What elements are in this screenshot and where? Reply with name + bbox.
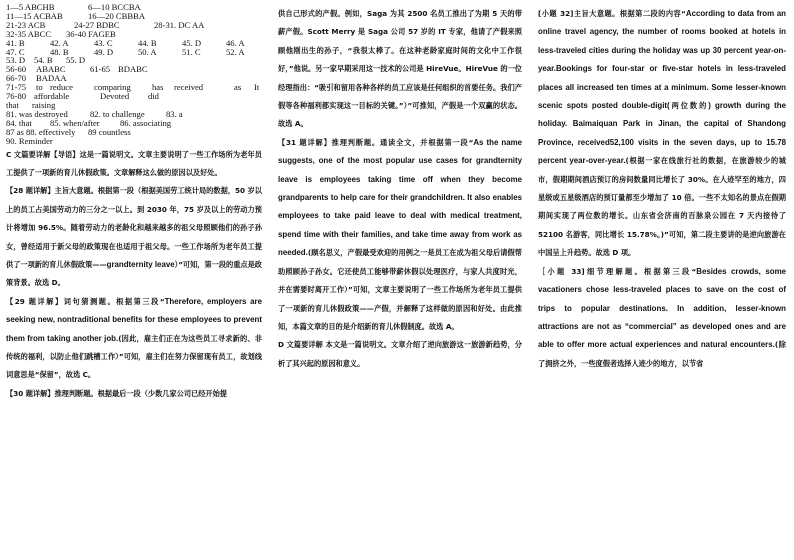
answer-line: 87 as 88. effectively 89 countless: [6, 126, 131, 137]
passage-d-summary: D 文篇要详解 本文是一篇说明文。文章介绍了逆向旅游这一旅游新趋势，分析了其兴起的原因和意义。: [278, 340, 522, 368]
answer-line: 32-35 ABCC 36-40 FAGEB: [6, 28, 116, 39]
middle-column: [278, 0, 522, 560]
answer-line: 21-23 ACB 24-27 BDBC 28-31. DC AA: [6, 19, 205, 30]
q33-explanation: ［小题 33]细节理解题。根据第三段“Besides crowds, some vacationers chose less-traveled places to save on the cost of trips to popular destinations. In addition, lesser-known attractions are not as “commercial” as developed ones and are able to offer more actual experiences and natural encounters.(除了拥挤之外，一些度假者选择人迹少的地方，以节省: [538, 266, 786, 368]
q31-explanation: 【31 题详解】推理判断题。通读全文，并根据第一段“As the name suggests, one of the most popular use cases for grandternity leave is employees taking time off when they become grandparents to help care for their grandchildren. It also enables employees to take paid leave to deal with medical treatment, spend time with their families, and take time away from work as needed.(顾名思义，产假最受欢迎的用例之一是员工在成为祖父母后请假帮助照顾孙子孙女。它还使员工能够带薪休假以处理医疗，与家人共度时光，并在需要时离开工作）”可知，文章主要说明了一些工作场所为老年员工提供了一项新的育儿休假政策——产假，并解释了这样做的原因和好处。由此推知，本篇文章的目的是介绍新的育儿休假制度。故选 A。: [278, 137, 522, 331]
answer-line: 84. that 85. when/after 86. associating: [6, 117, 172, 128]
answer-line: 41. B 42. A 43. C 44. B 45. D 46. A: [6, 37, 245, 48]
answer-line: 1—5 ABCHB 6—10 BCCBA: [6, 2, 141, 12]
answer-line: that raising: [6, 99, 56, 110]
passage-c-summary: C 文篇要详解【导语】这是一篇说明文。文章主要说明了一些工作场所为老年员工提供了一项新的育儿休假政策。文章解释这么做的原因以及好处。: [6, 149, 262, 177]
q29-explanation: 【29 题详解】词句猜测题。根据第三段“Therefore, employers are seeking new, nontraditional benefits for these employees to prevent them from taking another job.(因此，雇主们正在为这些员工寻求新的、非传统的福利，以防止他们跳槽工作）”可知，雇主们在努力保留现有员工，故划线词意思是“保留”，故选 C。: [6, 296, 262, 380]
answer-line: 11—15 ACBAB 16—20 CBBBA: [6, 10, 146, 21]
answer-line: 81. was destroyed 82. to challenge 83. a: [6, 108, 183, 119]
answer-key: [6, 3, 262, 146]
answer-line: 47. C 48. B 49. D 50. A 51. C 52. A: [6, 46, 245, 57]
answer-line: 53. D 54. B 55. D: [6, 55, 86, 66]
q28-explanation: 【28 题详解】主旨大意题。根据第一段（根据美国劳工统计局的数据，50 岁以上的员工占美国劳动力的三分之一以上。到 2030 年，75 岁及以上的劳动力预计将增加 96.5%。随着劳动力的老龄化和越来越多的祖父母照顾他们的孙子孙女，曾经适用于新父母的政策现在也适用于祖父母。一些工作场所为老年员工提供了一项新的育儿休假政策——grandternity leave）”可知，第一段的重点是政策背景。故选 D。: [6, 186, 262, 288]
answer-line: 76-80 affordable Devoted did: [6, 91, 159, 102]
answer-line: 90. Reminder: [6, 135, 53, 146]
left-column: [6, 0, 262, 560]
answer-line: 66-70 BADAA: [6, 73, 67, 84]
q30-explanation-continued: 供自己形式的产假。例如，Saga 为其 2500 名员工推出了为期 5 天的带薪产假。Scott Merry 是 Saga 公司 57 岁的 IT 专家，他请了产假来照顾他刚出生的孙子，“我很太棒了。在这种老龄家庭时间的文化中工作很好，”他说。另一家早期采用这一技术的公司是 HireVue。HireVue 的一位经理指出：“吸引和留用各种各样的员工应该是任何组织的首要任务。我们产假等各种福利都实现这一目标的关键。”）”可推知，产假是一个双赢的状态。故选 A。: [278, 9, 522, 129]
q32-explanation: [小题 32]主旨大意题。根据第二段的内容“According to data from an online travel agency, the number of rooms booked at hotels in less-traveled cities during the holiday was up 30 percent year-on-year.Bookings for four-star or five-star hotels in less-traveled places all increased ten times at a minimum. Some lesser-known scenic spots posted double-digit(两位数的) growth during the holiday. Baimaiquan Park in Jinan, the capital of Shandong Province, received52,100 visits in the seven days, up to 15.78 percent year-over-year.(根据一家在线旅行社的数据，在旅游较少的城市，假期期间酒店预订的房间数量同比增长了 30%。在人迹罕至的地方，四星级或五星级酒店的预订量都至少增加了 10 倍。一些不太知名的景点在假期期间实现了两位数的增长。山东省会济南的百脉泉公园在 7 天内接待了 52100 名游客，同比增长 15.78%。)”可知，第二段主要讲的是逆向旅游在中国呈上升趋势。故选 D 项。: [538, 9, 786, 258]
answer-line: 56-60 ABABC 61-65 BDABC: [6, 64, 148, 75]
right-column: [538, 0, 786, 560]
answer-line: 71-75 to reduce comparing has received as It: [6, 82, 260, 93]
q30-explanation: 【30 题详解】推理判断题。根据最后一段（少数几家公司已经开始提: [6, 388, 227, 398]
